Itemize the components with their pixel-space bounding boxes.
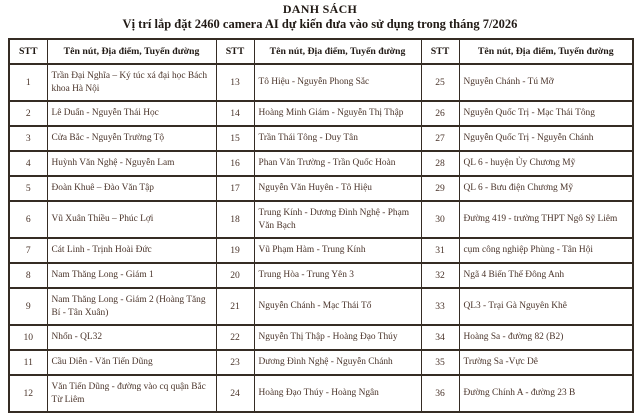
table-row bbox=[9, 263, 633, 288]
document-subtitle: Vị trí lắp đặt 2460 camera AI dự kiến đưa vào sử dụng trong tháng 7/2026 bbox=[122, 17, 518, 31]
location-cell: Nguyễn Thị Thập - Hoàng Đạo Thúy bbox=[254, 325, 421, 350]
location-cell: Nguyễn Quốc Trị - Nguyễn Chánh bbox=[459, 126, 633, 151]
table-row bbox=[9, 176, 633, 201]
stt-cell: 17 bbox=[216, 176, 254, 201]
stt-cell: 20 bbox=[216, 263, 254, 288]
table-header-cell-name: Tên nút, Địa điểm, Tuyến đường bbox=[254, 39, 421, 64]
stt-cell: 10 bbox=[9, 325, 47, 350]
table-row bbox=[9, 288, 633, 325]
location-cell: QL 6 - Bưu điện Chương Mỹ bbox=[459, 176, 633, 201]
stt-cell: 15 bbox=[216, 126, 254, 151]
table-header-cell-stt: STT bbox=[216, 39, 254, 64]
location-cell: Trung Kính - Dương Đình Nghệ - Phạm Văn Bạch bbox=[254, 201, 421, 238]
stt-cell: 4 bbox=[9, 151, 47, 176]
stt-cell: 30 bbox=[421, 201, 459, 238]
stt-cell: 23 bbox=[216, 350, 254, 375]
stt-cell: 13 bbox=[216, 64, 254, 101]
camera-locations-table bbox=[8, 38, 634, 413]
location-cell: QL3 - Trại Gà Nguyên Khê bbox=[459, 288, 633, 325]
table-row bbox=[9, 101, 633, 126]
stt-cell: 21 bbox=[216, 288, 254, 325]
table-body bbox=[9, 64, 633, 412]
location-cell: Nam Thăng Long - Giám 2 (Hoàng Tăng Bí - Tân Xuân) bbox=[47, 288, 216, 325]
location-cell: Lê Duẩn - Nguyễn Thái Học bbox=[47, 101, 216, 126]
location-cell: Tô Hiệu - Nguyễn Phong Sắc bbox=[254, 64, 421, 101]
table-header-cell-stt: STT bbox=[9, 39, 47, 64]
location-cell: QL 6 - huyện Ủy Chương Mỹ bbox=[459, 151, 633, 176]
table-row bbox=[9, 375, 633, 412]
location-cell: Trần Thái Tông - Duy Tân bbox=[254, 126, 421, 151]
stt-cell: 11 bbox=[9, 350, 47, 375]
table-row bbox=[9, 126, 633, 151]
stt-cell: 18 bbox=[216, 201, 254, 238]
stt-cell: 31 bbox=[421, 238, 459, 263]
table-header-cell-name: Tên nút, Địa điểm, Tuyến đường bbox=[459, 39, 633, 64]
location-cell: Văn Tiến Dũng - đường vào cq quận Bắc Từ Liêm bbox=[47, 375, 216, 412]
stt-cell: 22 bbox=[216, 325, 254, 350]
location-cell: Nhổn - QL32 bbox=[47, 325, 216, 350]
location-cell: Vũ Xuân Thiều – Phúc Lợi bbox=[47, 201, 216, 238]
stt-cell: 8 bbox=[9, 263, 47, 288]
location-cell: Hoàng Minh Giám - Nguyễn Thị Thập bbox=[254, 101, 421, 126]
location-cell: Ngã 4 Biến Thế Đông Anh bbox=[459, 263, 633, 288]
location-cell: Nam Thăng Long - Giám 1 bbox=[47, 263, 216, 288]
stt-cell: 26 bbox=[421, 101, 459, 126]
location-cell: Đoàn Khuê – Đào Văn Tập bbox=[47, 176, 216, 201]
stt-cell: 34 bbox=[421, 325, 459, 350]
location-cell: Vũ Phạm Hàm - Trung Kính bbox=[254, 238, 421, 263]
location-cell: Cát Linh - Trịnh Hoài Đức bbox=[47, 238, 216, 263]
table-row bbox=[9, 325, 633, 350]
stt-cell: 35 bbox=[421, 350, 459, 375]
stt-cell: 14 bbox=[216, 101, 254, 126]
location-cell: Trần Đại Nghĩa – Ký túc xá đại học Bách khoa Hà Nội bbox=[47, 64, 216, 101]
table-row bbox=[9, 350, 633, 375]
table-header-cell-stt: STT bbox=[421, 39, 459, 64]
location-cell: Nguyễn Quốc Trị - Mạc Thái Tông bbox=[459, 101, 633, 126]
stt-cell: 33 bbox=[421, 288, 459, 325]
table-header-row bbox=[9, 39, 633, 64]
location-cell: Trung Hòa - Trung Yên 3 bbox=[254, 263, 421, 288]
table-row bbox=[9, 201, 633, 238]
location-cell: Huỳnh Văn Nghệ - Nguyễn Lam bbox=[47, 151, 216, 176]
location-cell: Hoàng Sa - đường 82 (B2) bbox=[459, 325, 633, 350]
location-cell: Nguyễn Chánh - Mạc Thái Tổ bbox=[254, 288, 421, 325]
location-cell: cụm công nghiệp Phùng - Tân Hội bbox=[459, 238, 633, 263]
table-header-cell-name: Tên nút, Địa điểm, Tuyến đường bbox=[47, 39, 216, 64]
stt-cell: 29 bbox=[421, 176, 459, 201]
location-cell: Cầu Diễn - Văn Tiến Dũng bbox=[47, 350, 216, 375]
location-cell: Đường Chính A - đường 23 B bbox=[459, 375, 633, 412]
table-row bbox=[9, 238, 633, 263]
location-cell: Nguyễn Chánh - Tú Mỡ bbox=[459, 64, 633, 101]
location-cell: Cửa Bắc - Nguyễn Trường Tộ bbox=[47, 126, 216, 151]
stt-cell: 16 bbox=[216, 151, 254, 176]
stt-cell: 6 bbox=[9, 201, 47, 238]
stt-cell: 36 bbox=[421, 375, 459, 412]
stt-cell: 19 bbox=[216, 238, 254, 263]
location-cell: Phan Văn Trường - Trần Quốc Hoàn bbox=[254, 151, 421, 176]
stt-cell: 7 bbox=[9, 238, 47, 263]
stt-cell: 9 bbox=[9, 288, 47, 325]
table-row bbox=[9, 64, 633, 101]
location-cell: Hoàng Đạo Thúy - Hoàng Ngân bbox=[254, 375, 421, 412]
stt-cell: 1 bbox=[9, 64, 47, 101]
stt-cell: 12 bbox=[9, 375, 47, 412]
location-cell: Dương Đình Nghệ - Nguyễn Chánh bbox=[254, 350, 421, 375]
stt-cell: 27 bbox=[421, 126, 459, 151]
stt-cell: 25 bbox=[421, 64, 459, 101]
location-cell: Nguyễn Văn Huyên - Tô Hiệu bbox=[254, 176, 421, 201]
stt-cell: 24 bbox=[216, 375, 254, 412]
table-row bbox=[9, 151, 633, 176]
stt-cell: 32 bbox=[421, 263, 459, 288]
stt-cell: 28 bbox=[421, 151, 459, 176]
stt-cell: 5 bbox=[9, 176, 47, 201]
location-cell: Trường Sa -Vực Dê bbox=[459, 350, 633, 375]
stt-cell: 3 bbox=[9, 126, 47, 151]
table-header bbox=[9, 39, 633, 64]
document-title: DANH SÁCH bbox=[282, 2, 358, 16]
stt-cell: 2 bbox=[9, 101, 47, 126]
location-cell: Đường 419 - trường THPT Ngô Sỹ Liêm bbox=[459, 201, 633, 238]
